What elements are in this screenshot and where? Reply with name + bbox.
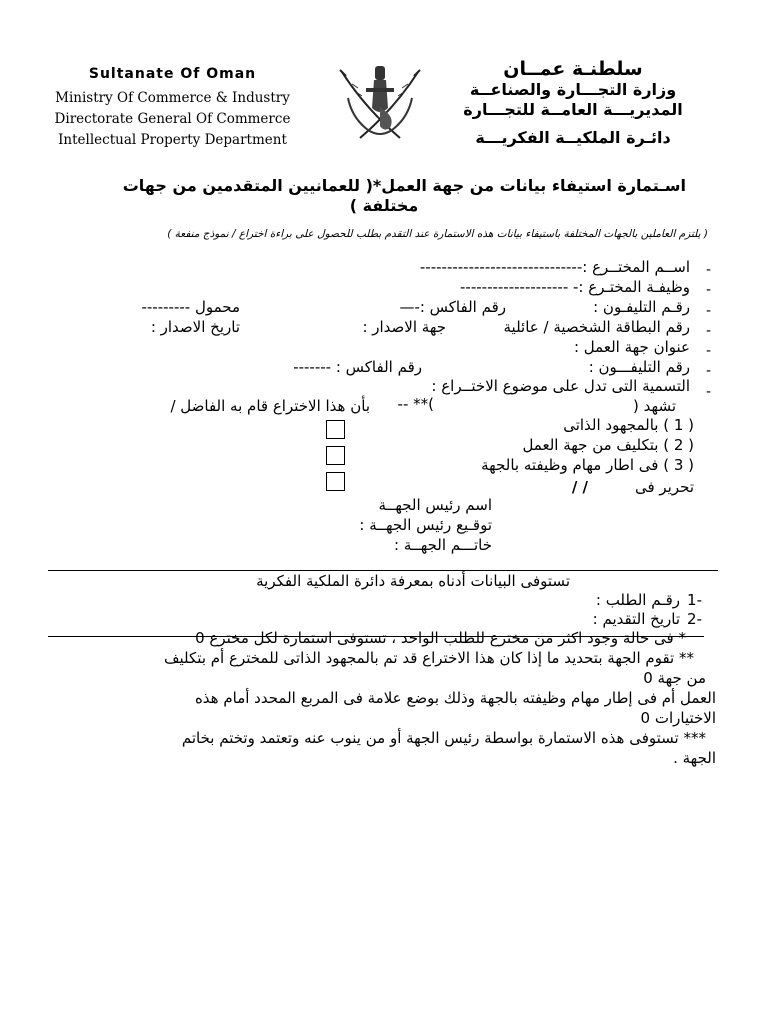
- form-note: ( يلتزم العاملين بالجهات المختلفة باستيفاء بيانات هذه الاستمارة عند التقدم بطلب للحصول على براءة اختراع / نموذج منفعة ): [167, 228, 708, 240]
- header-country-en: Sultanate Of Oman: [88, 66, 257, 82]
- mobile-field: محمول ---------: [141, 298, 240, 316]
- option-assigned-by-employer: ( 2 ) بتكليف من جهة العمل: [522, 436, 694, 454]
- submit-date-index: -2: [687, 610, 702, 628]
- fax-field: رقم الفاكس :-—: [399, 298, 506, 316]
- header-country-ar: سلطنـة عمــان: [503, 58, 643, 80]
- bullet-list-markers: - - - - - - -: [706, 262, 712, 400]
- testify-marker: )** --: [397, 395, 434, 413]
- entity-stamp: خاتـــم الجهــة :: [394, 536, 492, 554]
- footnote-2-line4: الاختيارات 0: [640, 709, 716, 727]
- entity-head-signature: توقـيع رئيس الجهــة :: [359, 516, 492, 534]
- fax2-field: رقم الفاكس : -------: [293, 358, 422, 376]
- written-in-label: تحرير فى: [634, 478, 694, 496]
- entity-head-name: اسم رئيس الجهــة: [378, 496, 492, 514]
- footnote-2-cont: من جهة 0: [643, 669, 706, 687]
- option-self-effort: ( 1 ) بالمجهود الذاتى: [563, 416, 694, 434]
- inventor-job-field: وظيفـة المختـرع :- --------------------: [460, 278, 690, 296]
- request-number-index: -1: [687, 591, 702, 609]
- issue-place-field: جهة الاصدار :: [362, 318, 446, 336]
- footnote-2: ** تقوم الجهة بتحديد ما إذا كان هذا الاختراع قد تم بالمجهود الذاتى للمخترع أم بتكليف: [164, 649, 694, 667]
- footnote-3-cont: الجهة .: [673, 749, 716, 767]
- option-within-job-duties: ( 3 ) فى اطار مهام وظيفته بالجهة: [481, 456, 694, 474]
- header-department-en: Intellectual Property Department: [58, 132, 287, 148]
- oman-emblem-logo: [330, 58, 430, 144]
- testify-text: بأن هذا الاختراع قام به الفاضل /: [170, 397, 370, 415]
- footnote-2-line3: العمل أم فى إطار مهام وظيفته بالجهة وذلك بوضع علامة فى المربع المحدد أمام هذه: [194, 689, 716, 707]
- phone2-field: رقم التليفـــون :: [588, 358, 690, 376]
- submit-date-label: تاريخ التقديم :: [592, 610, 680, 628]
- invention-title-field: التسمية التى تدل على موضوع الاختــراع :: [431, 377, 690, 395]
- section-divider: [48, 570, 718, 571]
- form-title-continued: مختلفة ): [349, 196, 419, 215]
- request-number-label: رقـم الطلب :: [595, 591, 680, 609]
- office-section-title: تستوفى البيانات أدناه بمعرفة دائرة الملكية الفكرية: [256, 572, 570, 590]
- header-ministry-ar: وزارة التجـــارة والصناعــة: [469, 80, 677, 99]
- option-duties-checkbox[interactable]: [326, 472, 345, 491]
- issue-date-field: تاريخ الاصدار :: [150, 318, 240, 336]
- header-ministry-en: Ministry Of Commerce & Industry: [55, 90, 290, 106]
- footnote-1: * فى حالة وجود اكثر من مخترع للطلب الواحد ، تستوفى استمارة لكل مخترع 0: [195, 629, 686, 647]
- option-assigned-checkbox[interactable]: [326, 446, 345, 465]
- option-self-effort-checkbox[interactable]: [326, 420, 345, 439]
- header-department-ar: دائـرة الملكيــة الفكريـــة: [475, 128, 671, 147]
- work-address-field: عنوان جهة العمل :: [573, 338, 690, 356]
- testify-label: تشهد (: [633, 397, 676, 415]
- written-date-separators: / /: [571, 478, 588, 496]
- footnote-3: *** تستوفى هذه الاستمارة بواسطة رئيس الجهة أو من ينوب عنه وتعتمد وتختم بخاتم: [181, 729, 706, 747]
- header-directorate-en: Directorate General Of Commerce: [54, 111, 291, 127]
- inventor-name-field: اســم المختــرع :------------------------------: [419, 258, 690, 276]
- id-card-field: رقم البطاقة الشخصية / عائلية: [503, 318, 690, 336]
- form-title: اسـتمارة استيفاء بيانات من جهة العمل*( للعمانيين المتقدمين من جهات: [122, 176, 686, 195]
- phone-field: رقـم التليفـون :: [593, 298, 690, 316]
- header-directorate-ar: المديريـــة العامــة للتجـــارة: [463, 100, 683, 119]
